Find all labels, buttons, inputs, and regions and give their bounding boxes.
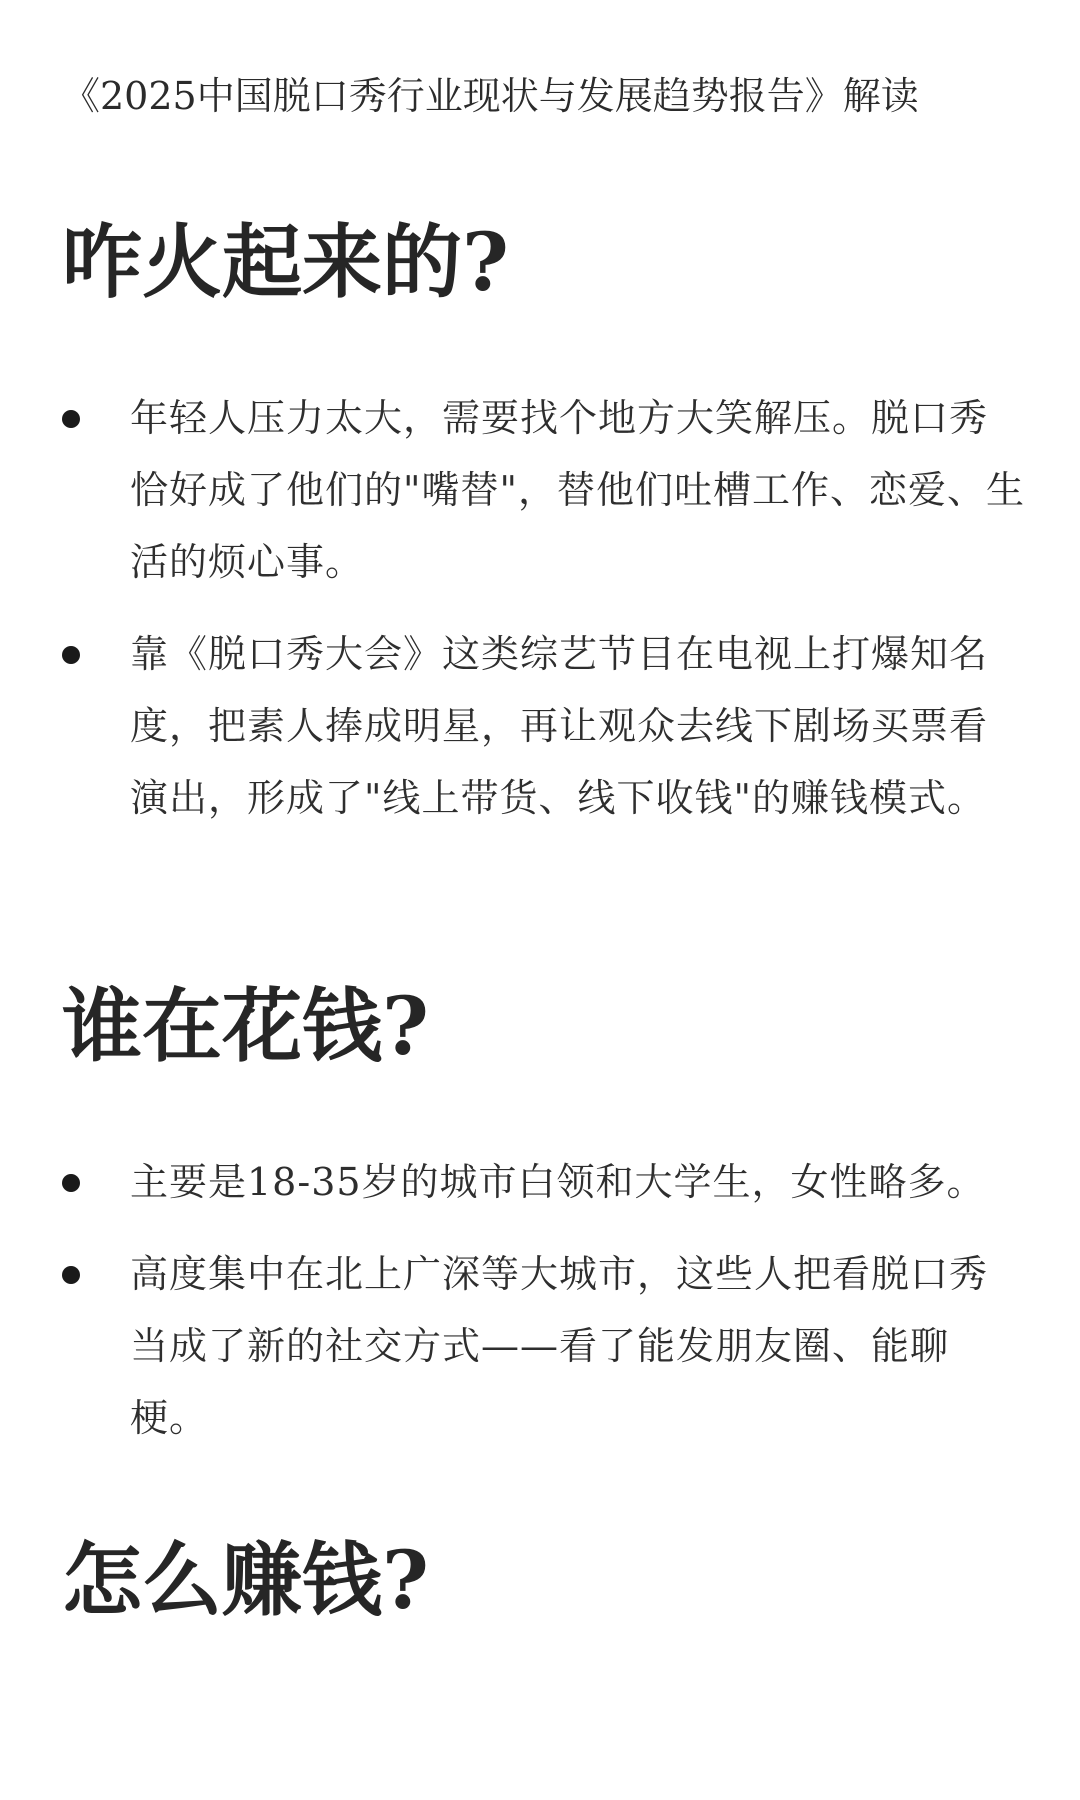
list-item (0, 1238, 1080, 1454)
section-2-bullet-list (0, 1146, 1080, 1454)
section-heading-who-spends: 谁在花钱? (62, 979, 429, 1073)
section-heading-why-popular: 咋火起来的? (62, 215, 509, 309)
document-title: 《2025中国脱口秀行业现状与发展趋势报告》解读 (62, 74, 919, 118)
bullet-dot-icon (62, 1266, 80, 1284)
bullet-dot-icon (62, 646, 80, 664)
list-item-text: 年轻人压力太大，需要找个地方大笑解压。脱口秀恰好成了他们的"嘴替"，替他们吐槽工作、恋爱、生活的烦心事。 (130, 396, 1025, 584)
list-item (0, 382, 1080, 598)
bullet-dot-icon (62, 1174, 80, 1192)
list-item-text: 高度集中在北上广深等大城市，这些人把看脱口秀当成了新的社交方式——看了能发朋友圈、能聊梗。 (130, 1252, 989, 1440)
list-item-text: 靠《脱口秀大会》这类综艺节目在电视上打爆知名度，把素人捧成明星，再让观众去线下剧场买票看演出，形成了"线上带货、线下收钱"的赚钱模式。 (130, 632, 989, 820)
bullet-dot-icon (62, 410, 80, 428)
section-heading-how-to-earn: 怎么赚钱? (62, 1533, 429, 1627)
list-item (0, 618, 1080, 834)
list-item-text: 主要是18-35岁的城市白领和大学生，女性略多。 (130, 1160, 986, 1204)
section-1-bullet-list (0, 382, 1080, 834)
list-item (0, 1146, 1080, 1218)
